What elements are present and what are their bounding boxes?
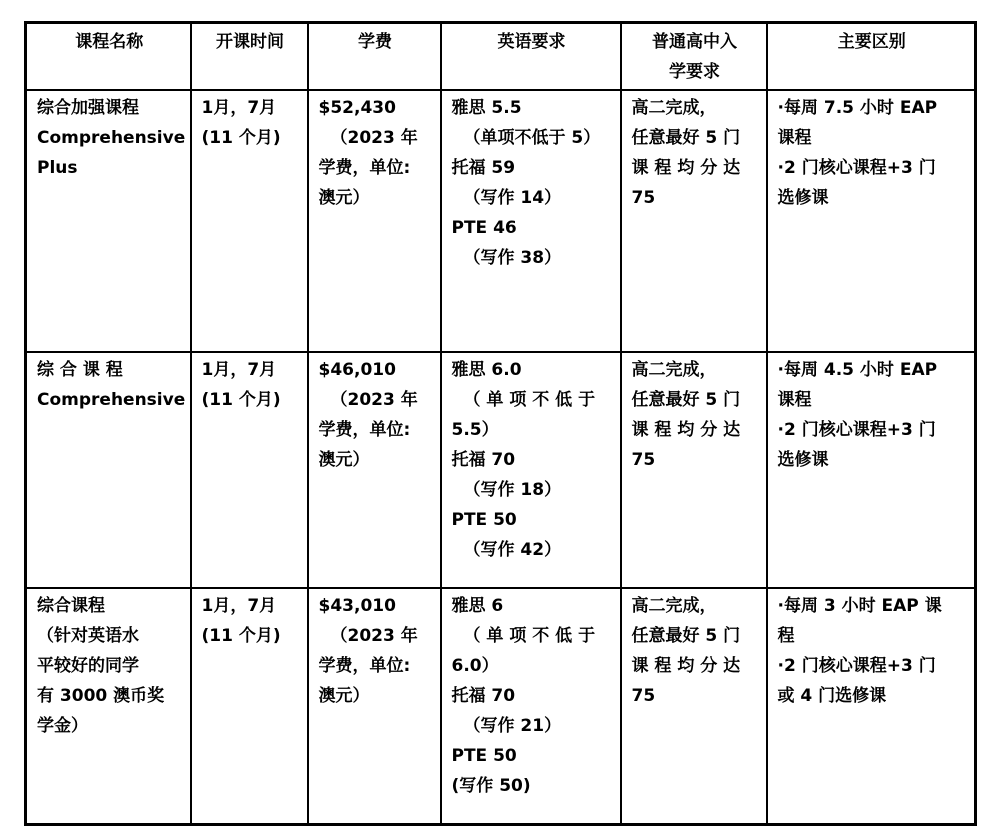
cell-main-difference <box>767 588 976 825</box>
cell-tuition <box>308 352 441 588</box>
diff-line: ·每周 3 小时 EAP 课 <box>777 596 942 616</box>
cell-english-requirement <box>441 588 621 825</box>
course-comparison-table <box>24 21 977 826</box>
school-line: 高二完成， <box>631 360 717 380</box>
fee-line: $46,010 <box>318 360 396 380</box>
cell-start-time <box>191 588 308 825</box>
diff-line: 课程 <box>777 128 812 148</box>
header-hs-line-2: 学要求 <box>669 62 720 82</box>
course-table-frame <box>24 21 977 826</box>
header-tuition: 学费 <box>308 23 441 91</box>
cell-main-difference <box>767 90 976 352</box>
fee-line: $43,010 <box>318 596 396 616</box>
english-line: 托福 70 <box>451 450 516 470</box>
school-line: 高二完成， <box>631 596 717 616</box>
school-line: 课 程 均 分 达 <box>631 656 741 676</box>
diff-line: ·每周 7.5 小时 EAP <box>777 98 938 118</box>
cell-course-name <box>26 352 191 588</box>
cell-tuition <box>308 90 441 352</box>
header-main-difference: 主要区别 <box>767 23 976 91</box>
english-line: （写作 42） <box>463 540 562 560</box>
school-line: 任意最好 5 门 <box>631 128 741 148</box>
start-line: (11 个月) <box>201 390 281 410</box>
english-line: （ 单 项 不 低 于 <box>463 626 596 646</box>
fee-line: （2023 年 <box>330 626 418 646</box>
name-line: Comprehensive <box>37 390 186 410</box>
header-high-school-requirement <box>621 23 767 91</box>
english-line: （写作 38） <box>463 248 562 268</box>
header-hs-line-1: 普通高中入 <box>652 32 737 52</box>
fee-line: 澳元） <box>318 450 370 470</box>
diff-line: ·每周 4.5 小时 EAP <box>777 360 938 380</box>
start-line: (11 个月) <box>201 128 281 148</box>
diff-line: 选修课 <box>777 188 829 208</box>
cell-high-school-requirement <box>621 588 767 825</box>
english-line: 雅思 5.5 <box>451 98 522 118</box>
cell-english-requirement <box>441 90 621 352</box>
school-line: 课 程 均 分 达 <box>631 158 741 178</box>
english-line: （写作 14） <box>463 188 562 208</box>
name-line: 综 合 课 程 <box>37 360 123 380</box>
fee-line: 学费，单位: <box>318 158 411 178</box>
header-course-name: 课程名称 <box>26 23 191 91</box>
cell-start-time <box>191 90 308 352</box>
start-line: 1月，7月 <box>201 596 277 616</box>
table-row <box>26 352 976 588</box>
name-line: Plus <box>37 158 78 178</box>
cell-course-name <box>26 90 191 352</box>
diff-line: ·2 门核心课程+3 门 <box>777 158 936 178</box>
english-line: PTE 46 <box>451 218 517 238</box>
name-line: 学金） <box>37 716 88 736</box>
name-line: 综合加强课程 <box>37 98 139 118</box>
cell-high-school-requirement <box>621 90 767 352</box>
school-line: 75 <box>631 450 656 470</box>
diff-line: 课程 <box>777 390 812 410</box>
school-line: 75 <box>631 188 656 208</box>
english-line: 雅思 6 <box>451 596 504 616</box>
english-line: PTE 50 <box>451 510 517 530</box>
english-line: 雅思 6.0 <box>451 360 522 380</box>
diff-line: ·2 门核心课程+3 门 <box>777 656 936 676</box>
header-start-time: 开课时间 <box>191 23 308 91</box>
name-line: 综合课程 <box>37 596 105 616</box>
fee-line: （2023 年 <box>330 128 418 148</box>
table-row <box>26 90 976 352</box>
start-line: 1月，7月 <box>201 360 277 380</box>
fee-line: 澳元） <box>318 686 370 706</box>
english-line: PTE 50 <box>451 746 517 766</box>
english-line: （单项不低于 5） <box>463 128 601 148</box>
school-line: 任意最好 5 门 <box>631 390 741 410</box>
name-line: （针对英语水 <box>37 626 139 646</box>
english-line: 托福 70 <box>451 686 516 706</box>
english-line: 托福 59 <box>451 158 516 178</box>
fee-line: 学费，单位: <box>318 420 411 440</box>
english-line: 5.5） <box>451 420 499 440</box>
table-row <box>26 588 976 825</box>
english-line: （写作 18） <box>463 480 562 500</box>
cell-high-school-requirement <box>621 352 767 588</box>
diff-line: ·2 门核心课程+3 门 <box>777 420 936 440</box>
header-english-requirement: 英语要求 <box>441 23 621 91</box>
fee-line: $52,430 <box>318 98 396 118</box>
header-row <box>26 23 976 91</box>
fee-line: 学费，单位: <box>318 656 411 676</box>
start-line: 1月，7月 <box>201 98 277 118</box>
school-line: 课 程 均 分 达 <box>631 420 741 440</box>
diff-line: 选修课 <box>777 450 829 470</box>
fee-line: 澳元） <box>318 188 370 208</box>
cell-english-requirement <box>441 352 621 588</box>
name-line: 平较好的同学 <box>37 656 139 676</box>
cell-tuition <box>308 588 441 825</box>
school-line: 高二完成， <box>631 98 717 118</box>
name-line: Comprehensive <box>37 128 186 148</box>
diff-line: 或 4 门选修课 <box>777 686 887 706</box>
english-line: （ 单 项 不 低 于 <box>463 390 596 410</box>
cell-course-name <box>26 588 191 825</box>
school-line: 75 <box>631 686 656 706</box>
english-line: 6.0） <box>451 656 499 676</box>
english-line: (写作 50) <box>451 776 531 796</box>
school-line: 任意最好 5 门 <box>631 626 741 646</box>
start-line: (11 个月) <box>201 626 281 646</box>
cell-main-difference <box>767 352 976 588</box>
cell-start-time <box>191 352 308 588</box>
english-line: （写作 21） <box>463 716 562 736</box>
diff-line: 程 <box>777 626 795 646</box>
name-line: 有 3000 澳币奖 <box>37 686 165 706</box>
fee-line: （2023 年 <box>330 390 418 410</box>
